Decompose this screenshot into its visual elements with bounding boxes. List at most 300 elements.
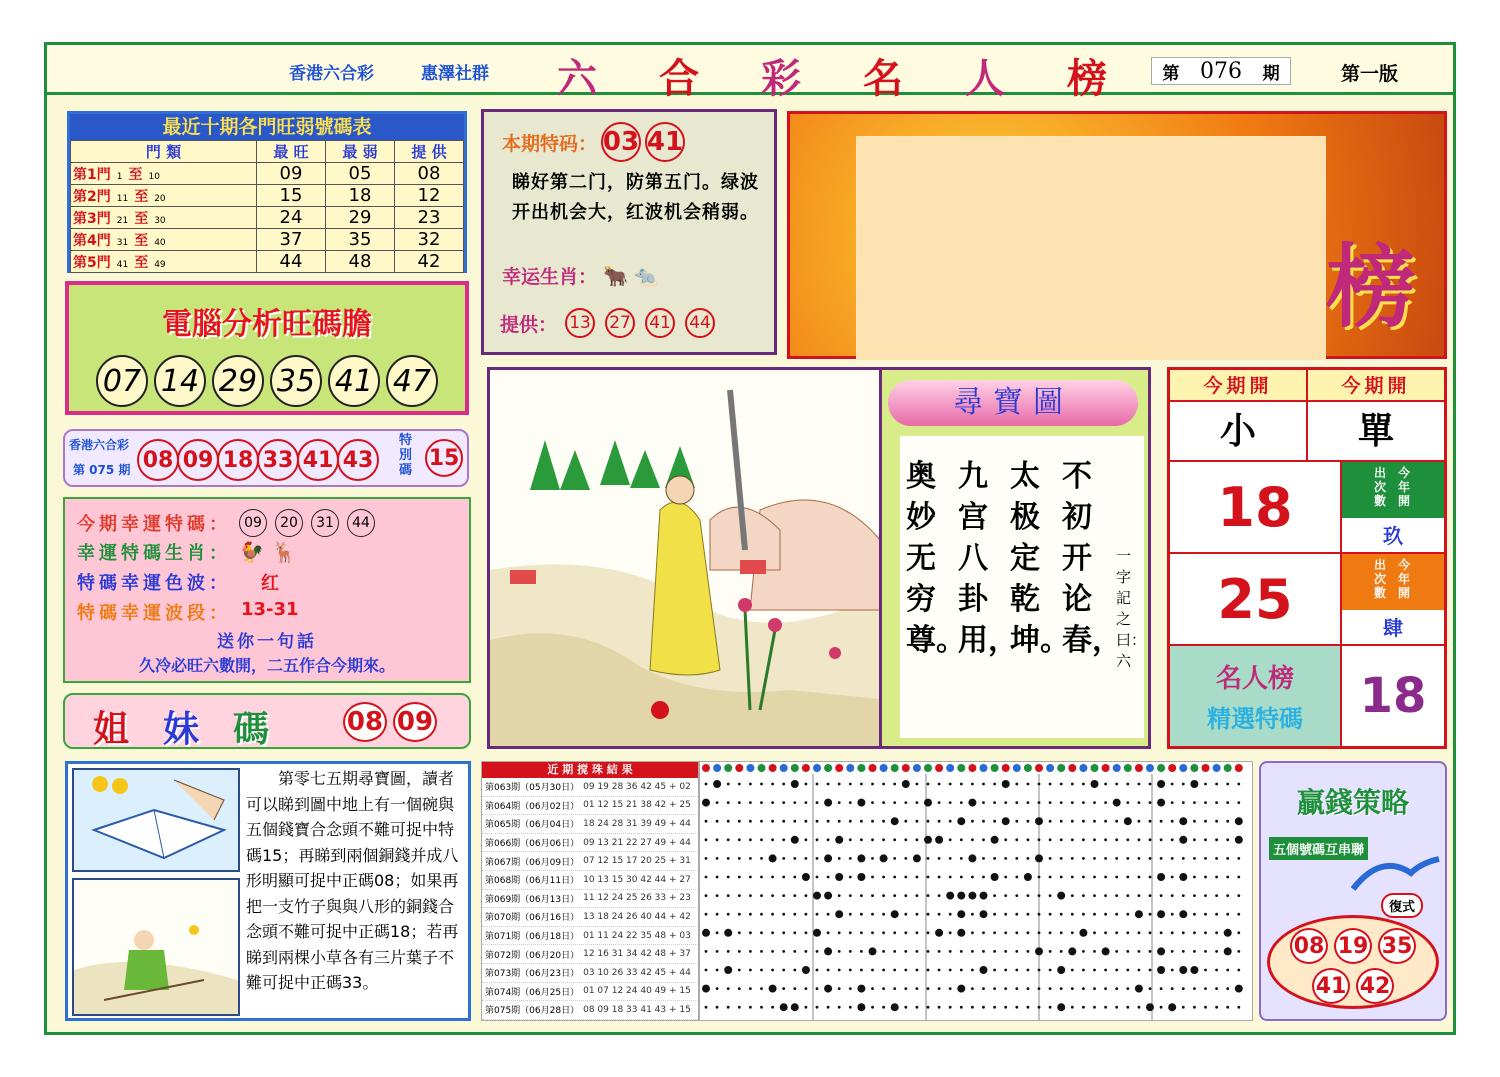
ball-color-dot [924, 764, 932, 772]
grid-dot [927, 894, 930, 897]
hit-dot [824, 854, 832, 862]
grid-dot [993, 969, 996, 972]
hit-dot [1035, 817, 1043, 825]
ball-color-dot [769, 764, 777, 772]
grid-dot [971, 950, 974, 953]
grid-dot [1138, 894, 1141, 897]
stat-count-2: 肆 [1342, 610, 1444, 646]
grid-dot [1138, 931, 1141, 934]
grid-dot [838, 969, 841, 972]
lucky-number: 44 [347, 509, 375, 537]
grid-dot [893, 931, 896, 934]
hit-dot [1002, 780, 1010, 788]
grid-dot [1149, 857, 1152, 860]
grid-dot [1093, 820, 1096, 823]
ball-color-dot [1168, 764, 1176, 772]
ball-color-dot [1046, 764, 1054, 772]
grid-dot [793, 950, 796, 953]
grid-dot [782, 838, 785, 841]
grid-dot [871, 913, 874, 916]
hit-dot [1224, 947, 1232, 955]
grid-dot [1027, 801, 1030, 804]
grid-dot [1093, 1006, 1096, 1009]
grid-dot [960, 950, 963, 953]
grid-dot [1082, 1006, 1085, 1009]
grid-dot [805, 931, 808, 934]
today-label-2: 今期開 [1308, 370, 1444, 402]
grid-dot [1204, 820, 1207, 823]
grid-dot [1004, 987, 1007, 990]
grid-dot [1049, 950, 1052, 953]
grid-dot [871, 931, 874, 934]
grid-dot [893, 838, 896, 841]
grid-dot [982, 801, 985, 804]
list-item [482, 945, 698, 964]
hit-dot [724, 966, 732, 974]
ball-color-dot [746, 764, 754, 772]
ball-color-dot [1013, 764, 1021, 772]
grid-dot [1149, 894, 1152, 897]
grid-dot [727, 876, 730, 879]
grid-dot [1237, 876, 1240, 879]
grid-dot [749, 931, 752, 934]
grid-dot [749, 801, 752, 804]
computer-number: 07 [96, 355, 148, 407]
grid-dot [1115, 969, 1118, 972]
grid-dot [1115, 987, 1118, 990]
grid-dot [1004, 801, 1007, 804]
grid-dot [1215, 969, 1218, 972]
lucky-numbers [239, 509, 375, 537]
hit-dot [824, 947, 832, 955]
grid-dot [1004, 1006, 1007, 1009]
grid-dot [971, 1006, 974, 1009]
grid-dot [982, 931, 985, 934]
hit-dot [824, 799, 832, 807]
gate-name: 第3門 [73, 210, 111, 227]
grid-dot [1171, 894, 1174, 897]
computer-number: 47 [386, 355, 438, 407]
grid-dot [838, 894, 841, 897]
grid-dot [927, 913, 930, 916]
period-label: 第065期（06月04日） [485, 820, 580, 831]
grid-dot [904, 969, 907, 972]
grid-dot [827, 838, 830, 841]
grid-dot [716, 857, 719, 860]
grid-dot [738, 987, 741, 990]
hit-dot [1135, 910, 1143, 918]
grid-dot [705, 969, 708, 972]
strategy-number: 35 [1378, 928, 1416, 964]
grid-dot [904, 913, 907, 916]
grid-dot [1049, 820, 1052, 823]
grid-dot [1193, 801, 1196, 804]
grid-dot [782, 987, 785, 990]
grid-dot [949, 783, 952, 786]
grid-dot [949, 987, 952, 990]
grid-dot [827, 969, 830, 972]
book-illustration [72, 768, 240, 872]
grid-dot [1027, 931, 1030, 934]
grid-dot [1149, 931, 1152, 934]
grid-dot [993, 950, 996, 953]
grid-dot [1215, 987, 1218, 990]
gate-cell [71, 163, 257, 185]
grid-dot [1115, 820, 1118, 823]
lucky-phrase-title: 送你一句話 [217, 632, 317, 652]
ball-color-dot [1202, 764, 1210, 772]
period-numbers: 03 10 26 33 42 45 + 44 [583, 967, 691, 978]
grid-dot [1237, 969, 1240, 972]
tip-number: 44 [685, 308, 715, 338]
grid-dot [816, 838, 819, 841]
grid-dot [805, 913, 808, 916]
hotcold-header: 最 旺 [256, 141, 325, 163]
ball-color-dot [824, 764, 832, 772]
list-item [482, 871, 698, 890]
grid-dot [904, 987, 907, 990]
grid-dot [960, 838, 963, 841]
treasure-side: 一字記之曰：六 [1116, 547, 1147, 670]
lucky-phrase: 久冷必旺六數開，二五作合今期來。 [138, 656, 395, 675]
grid-dot [1215, 820, 1218, 823]
grid-dot [971, 783, 974, 786]
grid-dot [1071, 783, 1074, 786]
hit-dot [1190, 780, 1198, 788]
draw-number: 08 [137, 439, 179, 481]
hit-dot [702, 929, 710, 937]
title-char: 合 [659, 55, 699, 102]
grid-dot [749, 987, 752, 990]
computer-number: 29 [212, 355, 264, 407]
grid-dot [1071, 894, 1074, 897]
grid-dot [1226, 876, 1229, 879]
grid-dot [871, 876, 874, 879]
grid-dot [1004, 838, 1007, 841]
grid-dot [1226, 987, 1229, 990]
grid-dot [960, 801, 963, 804]
grid-dot [716, 894, 719, 897]
grid-dot [949, 969, 952, 972]
hit-dot [1079, 929, 1087, 937]
grid-dot [916, 931, 919, 934]
grid-dot [1015, 820, 1018, 823]
grid-dot [927, 931, 930, 934]
sister-char: 姐 [93, 709, 130, 750]
grid-dot [1071, 1006, 1074, 1009]
grid-dot [1049, 987, 1052, 990]
grid-dot [760, 894, 763, 897]
grid-dot [916, 969, 919, 972]
grid-dot [705, 1006, 708, 1009]
grid-dot [993, 931, 996, 934]
strategy-number: 41 [1312, 968, 1350, 1004]
grid-dot [782, 894, 785, 897]
hit-dot [1157, 799, 1165, 807]
ball-color-dot [735, 764, 743, 772]
grid-dot [827, 876, 830, 879]
hit-dot [702, 985, 710, 993]
list-item [482, 927, 698, 946]
grid-dot [849, 838, 852, 841]
grid-dot [1215, 876, 1218, 879]
grid-dot [927, 857, 930, 860]
grid-dot [1160, 931, 1163, 934]
special-code-label: 本期特码： [502, 132, 598, 155]
ball-color-dot [702, 764, 710, 772]
hotcold-header: 最 弱 [325, 141, 394, 163]
ball-color-dot [980, 764, 988, 772]
grid-dot [1038, 894, 1041, 897]
grid-dot [1027, 987, 1030, 990]
grid-dot [916, 801, 919, 804]
draw-number: 09 [177, 439, 219, 481]
ball-color-dot [1179, 764, 1187, 772]
grid-dot [916, 783, 919, 786]
lucky-number: 20 [275, 509, 303, 537]
grid-dot [993, 913, 996, 916]
computer-number: 41 [328, 355, 380, 407]
grid-dot [838, 1006, 841, 1009]
grid-dot [760, 931, 763, 934]
grid-dot [1093, 969, 1096, 972]
table-row [71, 163, 464, 185]
grid-dot [1193, 876, 1196, 879]
grid-dot [849, 969, 852, 972]
hit-dot [957, 892, 965, 900]
grid-dot [805, 801, 808, 804]
grid-dot [904, 876, 907, 879]
grid-dot [816, 950, 819, 953]
grid-dot [1171, 931, 1174, 934]
strategy-mode: 復式 [1381, 893, 1423, 918]
special-code-numbers [601, 122, 685, 162]
stat-count-label-2 [1342, 554, 1444, 610]
grid-dot [1104, 1006, 1107, 1009]
issue-box [1151, 57, 1291, 85]
grid-dot [716, 913, 719, 916]
recent-results-panel [481, 761, 699, 1021]
hit-dot [835, 910, 843, 918]
ball-color-dot [1035, 764, 1043, 772]
grid-dot [1115, 1006, 1118, 1009]
grid-dot [738, 838, 741, 841]
grid-dot [1193, 857, 1196, 860]
grid-dot [993, 783, 996, 786]
ball-color-dot [857, 764, 865, 772]
grid-dot [738, 783, 741, 786]
grid-dot [949, 857, 952, 860]
grid-dot [938, 820, 941, 823]
grid-dot [793, 876, 796, 879]
hit-dot [769, 854, 777, 862]
grid-dot [1015, 969, 1018, 972]
grid-dot [882, 913, 885, 916]
ball-color-dot [946, 764, 954, 772]
grid-dot [849, 894, 852, 897]
period-numbers: 08 09 18 33 41 43 + 15 [583, 1004, 691, 1015]
strategy-title: 贏錢策略 [1296, 786, 1409, 819]
grid-dot [1160, 1006, 1163, 1009]
grid-dot [949, 820, 952, 823]
hit-dot [1002, 817, 1010, 825]
period-numbers: 18 24 28 31 39 49 + 44 [583, 818, 691, 829]
grid-dot [827, 913, 830, 916]
grid-dot [882, 876, 885, 879]
grid-dot [893, 801, 896, 804]
stat-count-label-1 [1342, 462, 1444, 518]
grid-dot [916, 838, 919, 841]
list-item [482, 852, 698, 871]
grid-dot [1027, 820, 1030, 823]
grid-dot [1015, 950, 1018, 953]
hit-dot [813, 929, 821, 937]
grid-dot [1237, 801, 1240, 804]
grid-dot [1015, 857, 1018, 860]
strategy-number: 42 [1356, 968, 1394, 1004]
grid-dot [1126, 783, 1129, 786]
period-label: 第070期（06月16日） [485, 913, 580, 924]
grid-dot [1226, 857, 1229, 860]
grid-dot [1226, 969, 1229, 972]
grid-dot [1038, 876, 1041, 879]
tip-number: 41 [645, 308, 675, 338]
banner-panel [787, 111, 1447, 359]
grid-dot [949, 1006, 952, 1009]
strategy-subtitle: 五個號碼互串聯 [1269, 837, 1368, 860]
draw-number: 18 [217, 439, 259, 481]
stat-count-text-2: 出次數 [1374, 558, 1387, 600]
computer-numbers [69, 355, 465, 407]
table-row [71, 229, 464, 251]
grid-dot [1171, 876, 1174, 879]
grid-dot [1193, 950, 1196, 953]
special-label: 特別碼 [399, 433, 413, 478]
grid-dot [1138, 783, 1141, 786]
ball-color-dot [1079, 764, 1087, 772]
grid-dot [760, 820, 763, 823]
title-char: 榜 [1067, 55, 1107, 102]
grid-dot [971, 969, 974, 972]
gate-hot: 44 [256, 251, 325, 273]
lucky-label1: 今期幸運特碼： [77, 514, 231, 535]
grid-dot [1138, 801, 1141, 804]
grid-dot [1004, 876, 1007, 879]
grid-dot [1171, 801, 1174, 804]
hit-dot [957, 910, 965, 918]
grid-dot [1138, 1006, 1141, 1009]
grid-dot [771, 820, 774, 823]
grid-dot [1015, 894, 1018, 897]
period-label: 第072期（06月20日） [485, 950, 580, 961]
grid-dot [1126, 987, 1129, 990]
gate-from: 31 [116, 237, 129, 248]
ball-color-dot [902, 764, 910, 772]
grid-dot [904, 894, 907, 897]
hit-dot [935, 836, 943, 844]
grid-dot [949, 931, 952, 934]
grid-dot [1160, 894, 1163, 897]
grid-dot [1071, 969, 1074, 972]
grid-dot [1093, 857, 1096, 860]
hit-dot [1157, 910, 1165, 918]
grid-dot [1126, 894, 1129, 897]
grid-dot [1093, 894, 1096, 897]
grid-dot [782, 857, 785, 860]
deer-icon: 🦌 [271, 540, 297, 564]
table-row [71, 185, 464, 207]
strategy-numbers [1270, 928, 1436, 1004]
grid-dot [971, 820, 974, 823]
grid-dot [705, 950, 708, 953]
grid-dot [771, 1006, 774, 1009]
grid-dot [705, 894, 708, 897]
grid-dot [1060, 876, 1063, 879]
gate-to: 49 [154, 259, 166, 270]
grid-dot [738, 1006, 741, 1009]
grid-dot [1071, 838, 1074, 841]
grid-dot [805, 987, 808, 990]
ball-color-dot [1068, 764, 1076, 772]
grid-dot [1237, 1006, 1240, 1009]
grid-dot [1115, 931, 1118, 934]
grid-dot [1004, 931, 1007, 934]
grid-dot [716, 931, 719, 934]
book-drawing [74, 770, 238, 870]
grid-dot [849, 931, 852, 934]
grid-dot [927, 969, 930, 972]
hit-dot [991, 836, 999, 844]
grid-dot [760, 838, 763, 841]
grid-dot [716, 876, 719, 879]
grid-dot [1004, 950, 1007, 953]
period-numbers: 07 12 15 17 20 25 + 31 [583, 856, 691, 867]
grid-dot [1104, 894, 1107, 897]
lucky-label2: 幸運特碼生肖： [77, 543, 231, 564]
grid-dot [904, 950, 907, 953]
grid-dot [971, 913, 974, 916]
period-numbers: 01 12 15 21 38 42 + 25 [583, 800, 691, 811]
grid-dot [1027, 783, 1030, 786]
grid-dot [738, 931, 741, 934]
hotcold-header: 提 供 [394, 141, 463, 163]
grid-dot [1149, 987, 1152, 990]
hit-dot [780, 1003, 788, 1011]
grid-dot [1237, 857, 1240, 860]
lucky-range: 13-31 [241, 599, 299, 620]
hit-dot [1235, 836, 1243, 844]
grid-dot [793, 857, 796, 860]
tips-label: 提供： [500, 313, 558, 336]
grid-dot [1215, 913, 1218, 916]
period-label: 第074期（06月25日） [485, 987, 580, 998]
grid-dot [771, 783, 774, 786]
ball-color-dot [1102, 764, 1110, 772]
grid-dot [1204, 783, 1207, 786]
stats-panel [1167, 367, 1447, 749]
grid-dot [893, 987, 896, 990]
treasure-title: 尋寶圖 [888, 380, 1138, 426]
poem-column: 不初开论春， [1062, 459, 1122, 658]
grid-dot [882, 838, 885, 841]
grid-dot [860, 820, 863, 823]
hit-dot [924, 799, 932, 807]
grid-dot [1138, 838, 1141, 841]
grid-dot [1126, 931, 1129, 934]
grid-dot [871, 783, 874, 786]
grid-dot [1126, 876, 1129, 879]
grid-dot [1060, 783, 1063, 786]
